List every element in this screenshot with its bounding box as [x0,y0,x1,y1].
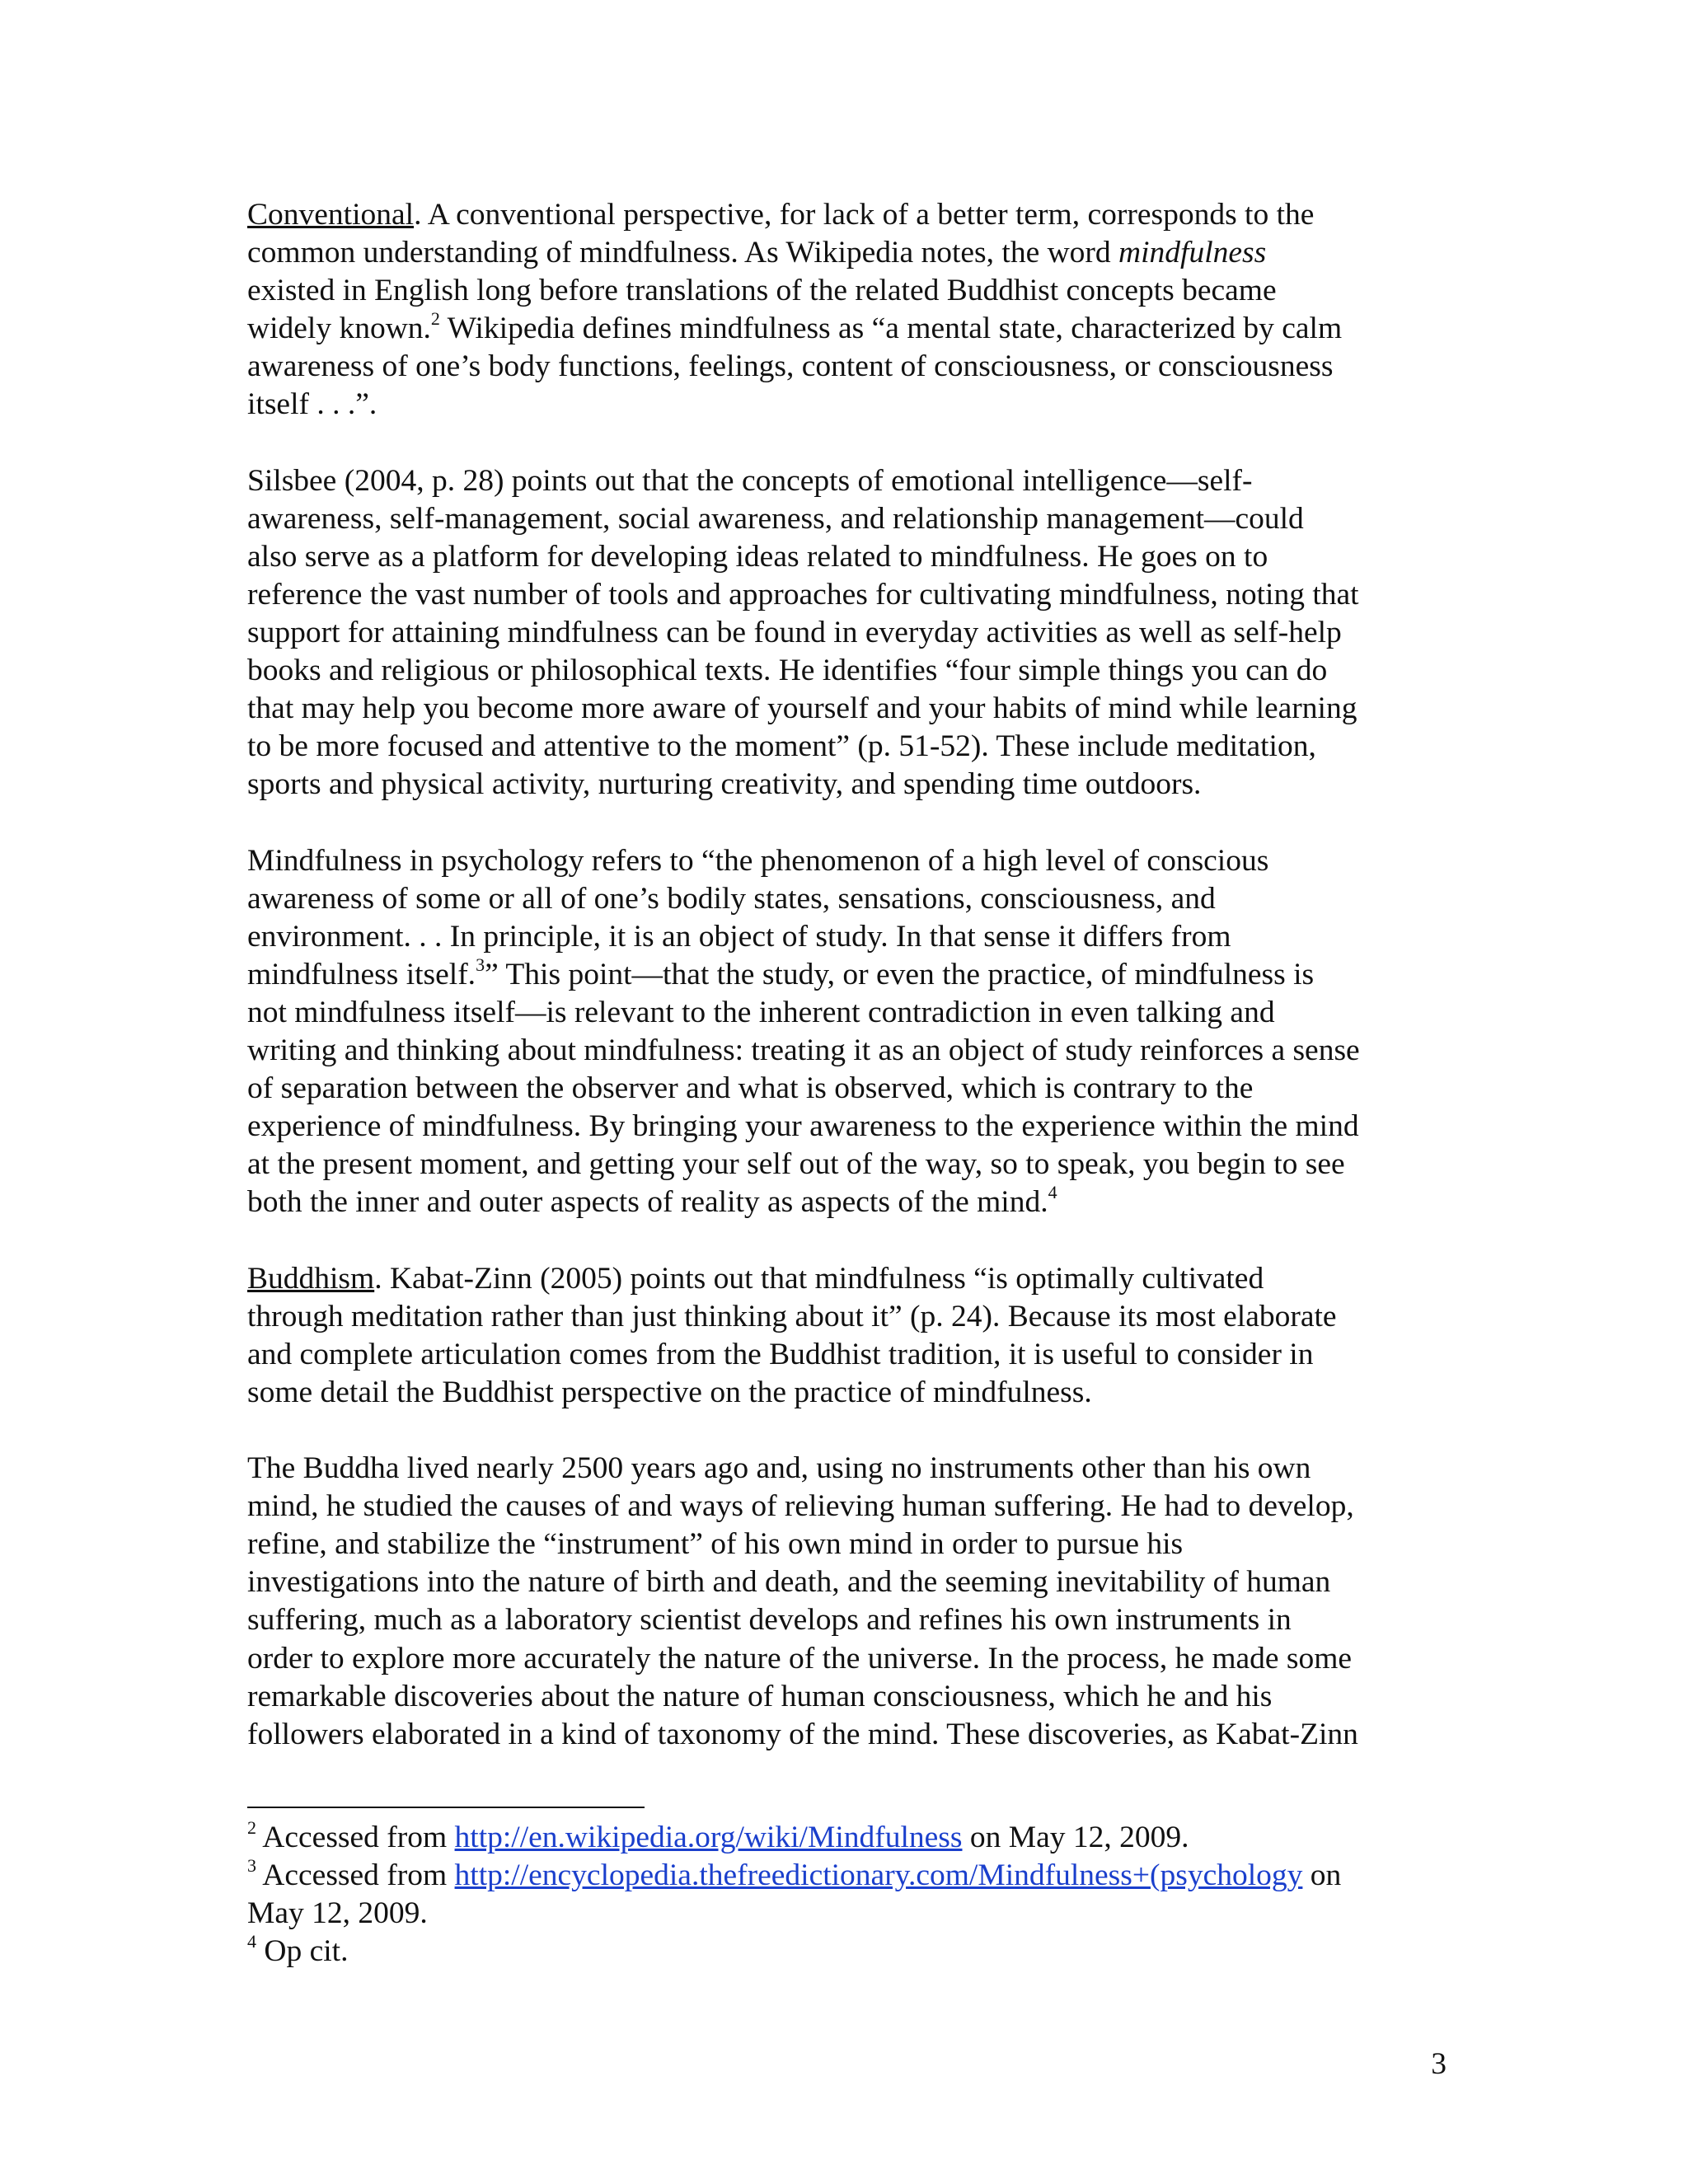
text-line: to be more focused and attentive to the moment” (p. 51-52). These include meditation, [247,729,1316,764]
text-line: at the present moment, and getting your self out of the way, so to speak, you begin to see [247,1147,1345,1182]
text-line: writing and thinking about mindfulness: treating it as an object of study reinforces a sense [247,1033,1360,1068]
text-run: Wikipedia defines mindfulness as “a mental state, characterized by calm [439,312,1343,346]
paragraph-buddha [247,1450,1442,1754]
text-run: . A conventional perspective, for lack of a better term, corresponds to the [414,198,1315,232]
text-line: Mindfulness in psychology refers to “the phenomenon of a high level of conscious [247,843,1269,878]
text-line: environment. . . In principle, it is an object of study. In that sense it differs from [247,919,1231,954]
text-line [247,1183,1442,1221]
text-line: existed in English long before translations of the related Buddhist concepts became [247,274,1277,308]
text-run: . Kabat-Zinn (2005) points out that mindfulness “is optimally cultivated [374,1261,1264,1296]
text-line: mind, he studied the causes of and ways of relieving human suffering. He had to develop, [247,1489,1354,1524]
paragraph-psychology [247,842,1442,1222]
paragraph-conventional [247,196,1442,424]
footnote-text: Op cit. [256,1934,349,1969]
footnote-2 [247,1819,1442,1857]
body-text [247,196,1442,1792]
text-line: Silsbee (2004, p. 28) points out that the concepts of emotional intelligence—self- [247,463,1253,498]
footnote-ref-4[interactable]: 4 [1048,1182,1057,1203]
text-line: suffering, much as a laboratory scientist develops and refines his own instruments in [247,1603,1292,1638]
text-line: through meditation rather than just thinking about it” (p. 24). Because its most elaborate [247,1299,1337,1333]
text-line: not mindfulness itself—is relevant to the inherent contradiction in even talking and [247,995,1275,1029]
text-line: books and religious or philosophical texts. He identifies “four simple things you can do [247,654,1328,688]
text-run: common understanding of mindfulness. As Wikipedia notes, the word [247,236,1119,270]
footnote-text: Accessed from [256,1858,455,1893]
text-line: and complete articulation comes from the Buddhist tradition, it is useful to consider in [247,1337,1314,1371]
text-line: itself . . .”. [247,387,377,422]
text-line: reference the vast number of tools and approaches for cultivating mindfulness, noting that [247,577,1359,612]
footnote-number: 3 [247,1855,256,1877]
text-line: also serve as a platform for developing ideas related to mindfulness. He goes on to [247,539,1268,574]
footnote-separator [247,1807,645,1808]
text-line: some detail the Buddhist perspective on the practice of mindfulness. [247,1375,1092,1409]
text-line: refine, and stabilize the “instrument” of his own mind in order to pursue his [247,1527,1184,1562]
text-line: support for attaining mindfulness can be found in everyday activities as well as self-help [247,616,1342,650]
text-line [247,1260,1442,1298]
footnote-ref-3[interactable]: 3 [476,954,485,975]
footnote-number: 4 [247,1931,256,1952]
footnote-text: on [1302,1858,1342,1893]
footnote-link-thefreedictionary[interactable]: http://encyclopedia.thefreedictionary.com/Mindfulness+(psychology [454,1858,1303,1893]
footnote-text: on May 12, 2009. [962,1821,1189,1854]
text-run: mindfulness itself. [247,957,476,991]
section-heading-buddhism: Buddhism [247,1261,375,1296]
footnote-ref-2[interactable]: 2 [430,308,440,330]
footnotes [247,1819,1442,1971]
text-line: awareness of some or all of one’s bodily states, sensations, consciousness, and [247,881,1216,916]
italic-term: mindfulness [1118,236,1267,270]
text-line: followers elaborated in a kind of taxonomy of the mind. These discoveries, as Kabat-Zinn [247,1717,1358,1751]
text-line [247,310,1442,348]
text-run: widely known. [247,312,431,346]
paragraph-silsbee [247,462,1442,804]
footnote-4 [247,1933,1442,1971]
text-line: awareness of one’s body functions, feelings, content of consciousness, or consciousness [247,349,1334,384]
text-line: The Buddha lived nearly 2500 years ago and, using no instruments other than his own [247,1451,1311,1486]
footnote-number: 2 [247,1817,256,1838]
text-line: awareness, self-management, social awareness, and relationship management—could [247,501,1304,536]
text-line [247,234,1442,272]
footnote-3 [247,1857,1442,1895]
section-heading-conventional: Conventional [247,198,415,232]
footnote-text: Accessed from [256,1821,455,1854]
text-line: that may help you become more aware of yourself and your habits of mind while learning [247,691,1357,726]
footnote-link-wikipedia[interactable]: http://en.wikipedia.org/wiki/Mindfulness [454,1821,963,1854]
text-line: remarkable discoveries about the nature of human consciousness, which he and his [247,1679,1273,1713]
text-line [247,956,1442,994]
text-line: experience of mindfulness. By bringing your awareness to the experience within the mind [247,1109,1359,1144]
text-line: order to explore more accurately the nature of the universe. In the process, he made some [247,1641,1353,1675]
text-run: ” This point—that the study, or even the practice, of mindfulness is [485,957,1315,991]
text-line: of separation between the observer and what is observed, which is contrary to the [247,1071,1254,1106]
footnote-3-continuation: May 12, 2009. [247,1896,428,1931]
text-line: sports and physical activity, nurturing creativity, and spending time outdoors. [247,767,1202,802]
text-line: investigations into the nature of birth and death, and the seeming inevitability of human [247,1565,1331,1600]
page-number: 3 [1431,2047,1447,2081]
text-line [247,196,1442,234]
text-run: both the inner and outer aspects of reality as aspects of the mind. [247,1185,1048,1220]
paragraph-buddhism [247,1260,1442,1412]
